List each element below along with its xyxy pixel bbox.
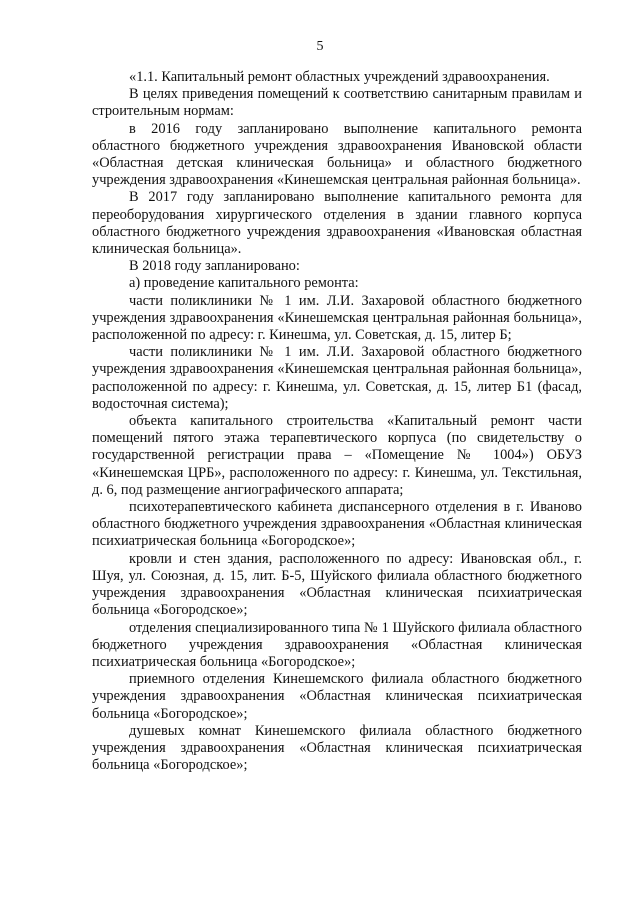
list-item: кровли и стен здания, расположенного по адресу: Ивановская обл., г. Шуя, ул. Союзная, д. 15, лит. Б-5, Шуйского филиала областного бюджетного учреждения здравоохранения «Областная клиническая психиатрическая больница «Богородское»;	[92, 550, 582, 619]
paragraph-2016: в 2016 году запланировано выполнение капитального ремонта областного бюджетного учреждения здравоохранения Ивановской области «Областная детская клиническая больница» и областного бюджетного учреждения здравоохранения «Кинешемская центральная районная больница».	[92, 120, 582, 189]
paragraph-2017: В 2017 году запланировано выполнение капитального ремонта для переоборудования хирургического отделения в здании главного корпуса областного бюджетного учреждения здравоохранения «Ивановская областная клиническая больница».	[92, 189, 582, 258]
paragraph-heading: «1.1. Капитальный ремонт областных учреждений здравоохранения.	[129, 69, 550, 85]
document-body	[92, 69, 582, 774]
list-item: отделения специализированного типа № 1 Шуйского филиала областного бюджетного учреждения здравоохранения «Областная клиническая психиатрическая больница «Богородское»;	[92, 619, 582, 670]
list-item: части поликлиники № 1 им. Л.И. Захаровой областного бюджетного учреждения здравоохранения «Кинешемская центральная районная больница», расположенной по адресу: г. Кинешма, ул. Советская, д. 15, литер Б1 (фасад, водосточная система);	[92, 344, 582, 412]
list-item: объекта капитального строительства «Капитальный ремонт части помещений пятого этажа терапевтического корпуса (по свидетельству о государственной регистрации права – «Помещение № 1004») ОБУЗ «Кинешемская ЦРБ», расположенного по адресу: г. Кинешма, ул. Текстильная, д. 6, под размещение ангиографического аппарата;	[92, 413, 582, 498]
paragraph-2018: В 2018 году запланировано:	[129, 258, 300, 275]
list-item: душевых комнат Кинешемского филиала областного бюджетного учреждения здравоохранения «Областная клиническая психиатрическая больница «Богородское»;	[92, 722, 582, 774]
paragraph-purpose: В целях приведения помещений к соответствию санитарным правилам и строительным нормам:	[92, 86, 582, 120]
list-item: части поликлиники № 1 им. Л.И. Захаровой областного бюджетного учреждения здравоохранения «Кинешемская центральная районная больница», расположенной по адресу: г. Кинешма, ул. Советская, д. 15, литер Б;	[92, 292, 582, 344]
page-number: 5	[316, 39, 324, 54]
paragraph-subitem-a: а) проведение капитального ремонта:	[129, 275, 359, 292]
list-item: приемного отделения Кинешемского филиала областного бюджетного учреждения здравоохранения «Областная клиническая психиатрическая больница «Богородское»;	[92, 671, 582, 722]
list-item: психотерапевтического кабинета диспансерного отделения в г. Иваново областного бюджетного учреждения здравоохранения «Областная клиническая психиатрическая больница «Богородское»;	[92, 499, 582, 550]
